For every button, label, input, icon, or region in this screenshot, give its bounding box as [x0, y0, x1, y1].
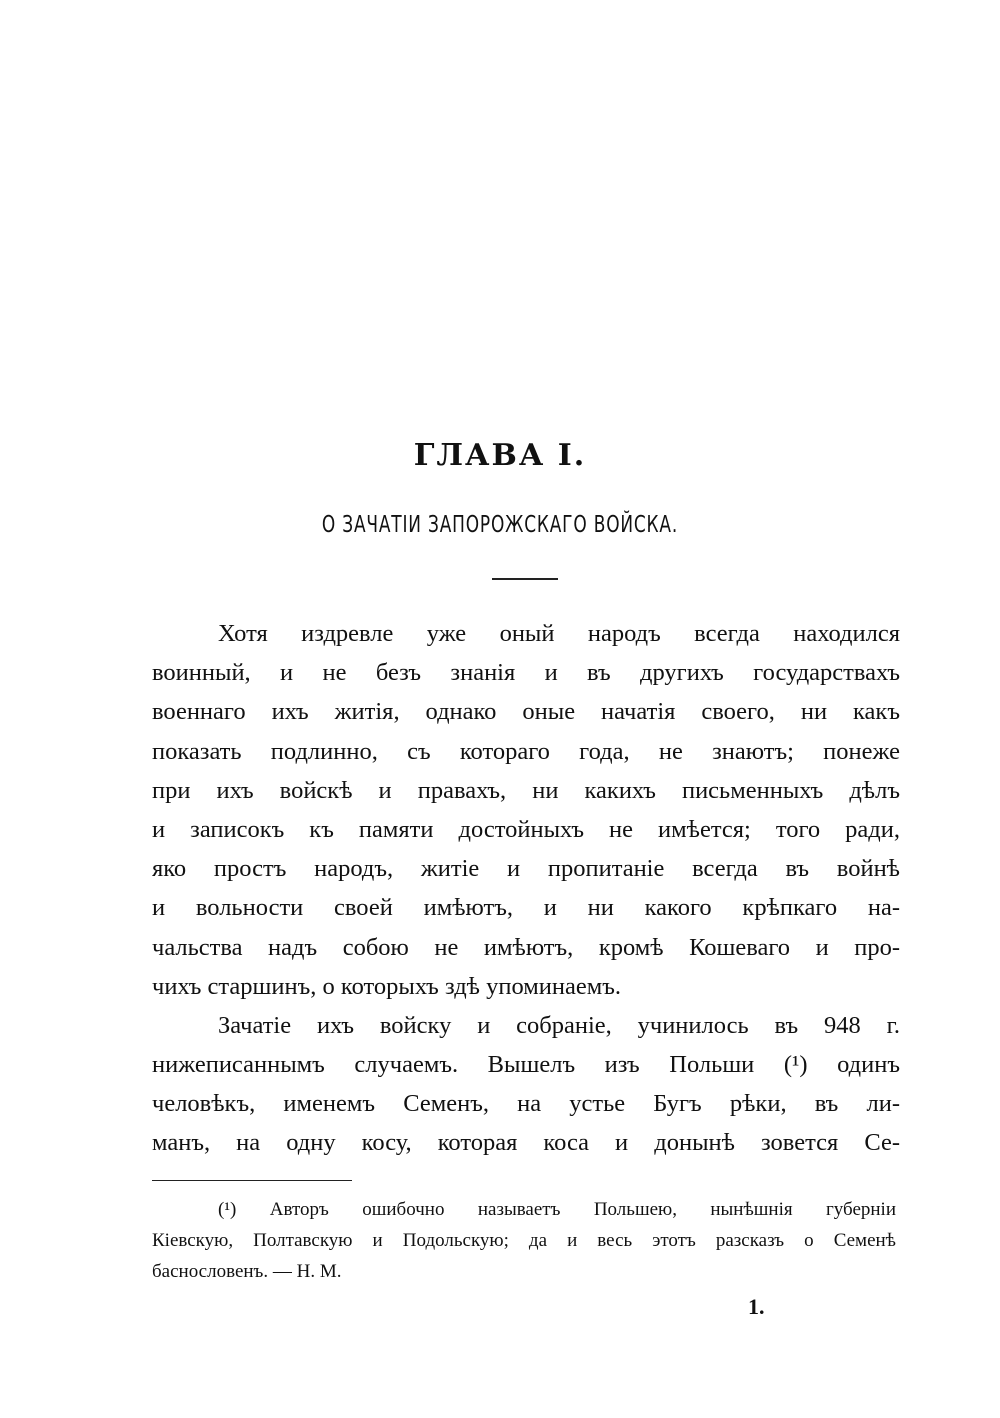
body-line: военнаго ихъ житія, однако оные начатія своего, ни какъ — [152, 698, 900, 726]
body-line: манъ, на одну косу, которая коса и донынѣ зовется Се- — [152, 1129, 900, 1157]
body-line: чихъ старшинъ, о которыхъ здѣ упоминаемъ. — [152, 972, 622, 1000]
footnote-line: баснословенъ. — Н. М. — [152, 1261, 342, 1282]
body-line: и вольности своей имѣютъ, и ни какого крѣпкаго на- — [152, 894, 900, 922]
body-text — [152, 614, 900, 1163]
body-line: яко простъ народъ, житіе и пропитаніе всегда въ войнѣ — [152, 855, 900, 883]
footnote — [152, 1194, 896, 1287]
footnote-line: Кіевскую, Полтавскую и Подольскую; да и весь этотъ разсказъ о Семенѣ — [152, 1230, 896, 1251]
body-line: нижеписаннымъ случаемъ. Вышелъ изъ Польши (¹) одинъ — [152, 1051, 900, 1079]
body-line: чальства надъ собою не имѣютъ, кромѣ Кошеваго и про- — [152, 933, 900, 961]
footnote-divider — [152, 1180, 352, 1181]
body-line: показать подлинно, съ котораго года, не знаютъ; понеже — [152, 737, 900, 765]
signature-mark: 1. — [748, 1294, 765, 1319]
body-line: Зачатіе ихъ войску и собраніе, учинилось въ 948 г. — [218, 1011, 900, 1039]
title-divider — [492, 578, 558, 580]
body-line: воинный, и не безъ знанія и въ другихъ государствахъ — [152, 659, 900, 687]
body-line: Хотя издревле уже оный народъ всегда находился — [218, 620, 900, 647]
body-line: при ихъ войскѣ и правахъ, ни какихъ письменныхъ дѣлъ — [152, 776, 900, 804]
chapter-title: ГЛАВА I. — [413, 438, 587, 473]
body-line: человѣкъ, именемъ Семенъ, на устье Бугъ рѣки, въ ли- — [152, 1090, 900, 1118]
body-line: и записокъ къ памяти достойныхъ не имѣется; того ради, — [152, 815, 900, 843]
footnote-line: (¹) Авторъ ошибочно называетъ Польшею, нынѣшнія губерніи — [218, 1199, 896, 1220]
chapter-subtitle: О ЗАЧАТІИ ЗАПОРОЖСКАГО ВОЙСКА. — [321, 512, 679, 538]
